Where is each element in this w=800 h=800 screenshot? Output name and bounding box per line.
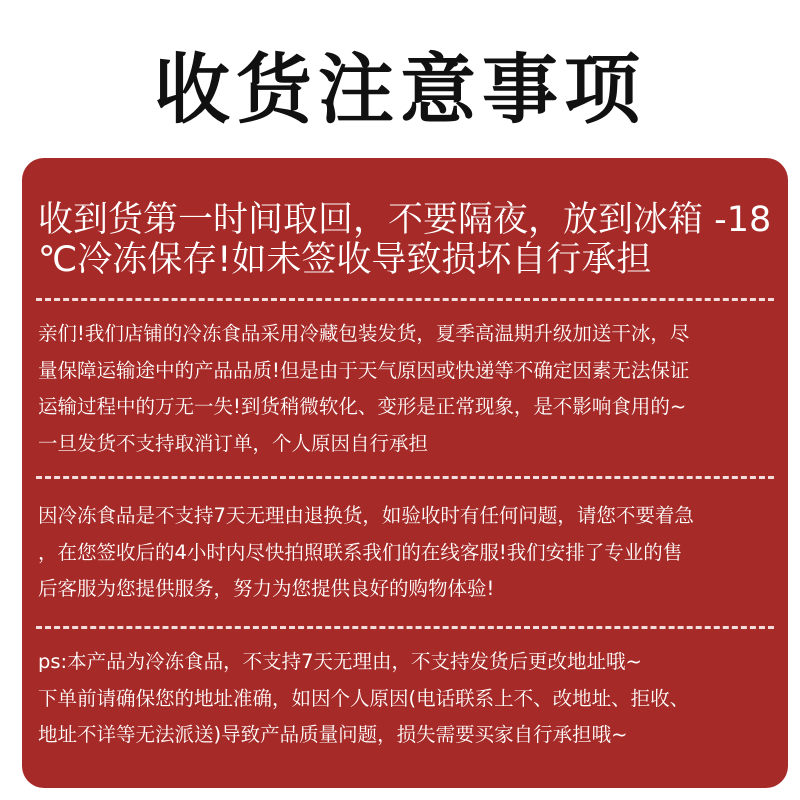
paragraph-ps-note: ps:本产品为冷冻食品，不支持7天无理由，不支持发货后更改地址哦~ 下单前请确保您的地址准确，如因个人原因(电话联系上不、改地址、拒收、 地址不详等无法派送)导致产品质量问题，损失需要买家自行承担哦~	[38, 650, 690, 746]
dashed-divider	[36, 626, 774, 629]
paragraph-returns: 因冷冻食品是不支持7天无理由退换货，如验收时有任何问题，请您不要着急 ，在您签收后的4小时内尽快拍照联系我们的在线客服!我们安排了专业的售 后客服为您提供服务，努力为您提供良好的购物体验!	[38, 504, 694, 600]
dashed-divider	[36, 476, 774, 479]
notice-panel	[22, 158, 788, 788]
paragraph-packaging: 亲们!我们店铺的冷冻食品采用冷藏包装发货，夏季高温期升级加送干冰，尽 量保障运输途中的产品品质!但是由于天气原因或快递等不确定因素无法保证 运输过程中的万无一失!到货稍微软化、变形是正常现象，是不影响食用的~ 一旦发货不支持取消订单，个人原因自行承担	[38, 322, 690, 455]
dashed-divider	[36, 298, 774, 301]
page-title: 收货注意事项	[154, 45, 646, 134]
headline-notice: 收到货第一时间取回，不要隔夜，放到冰箱 -18 ℃冷冻保存!如未签收导致损坏自行承担	[38, 200, 772, 280]
